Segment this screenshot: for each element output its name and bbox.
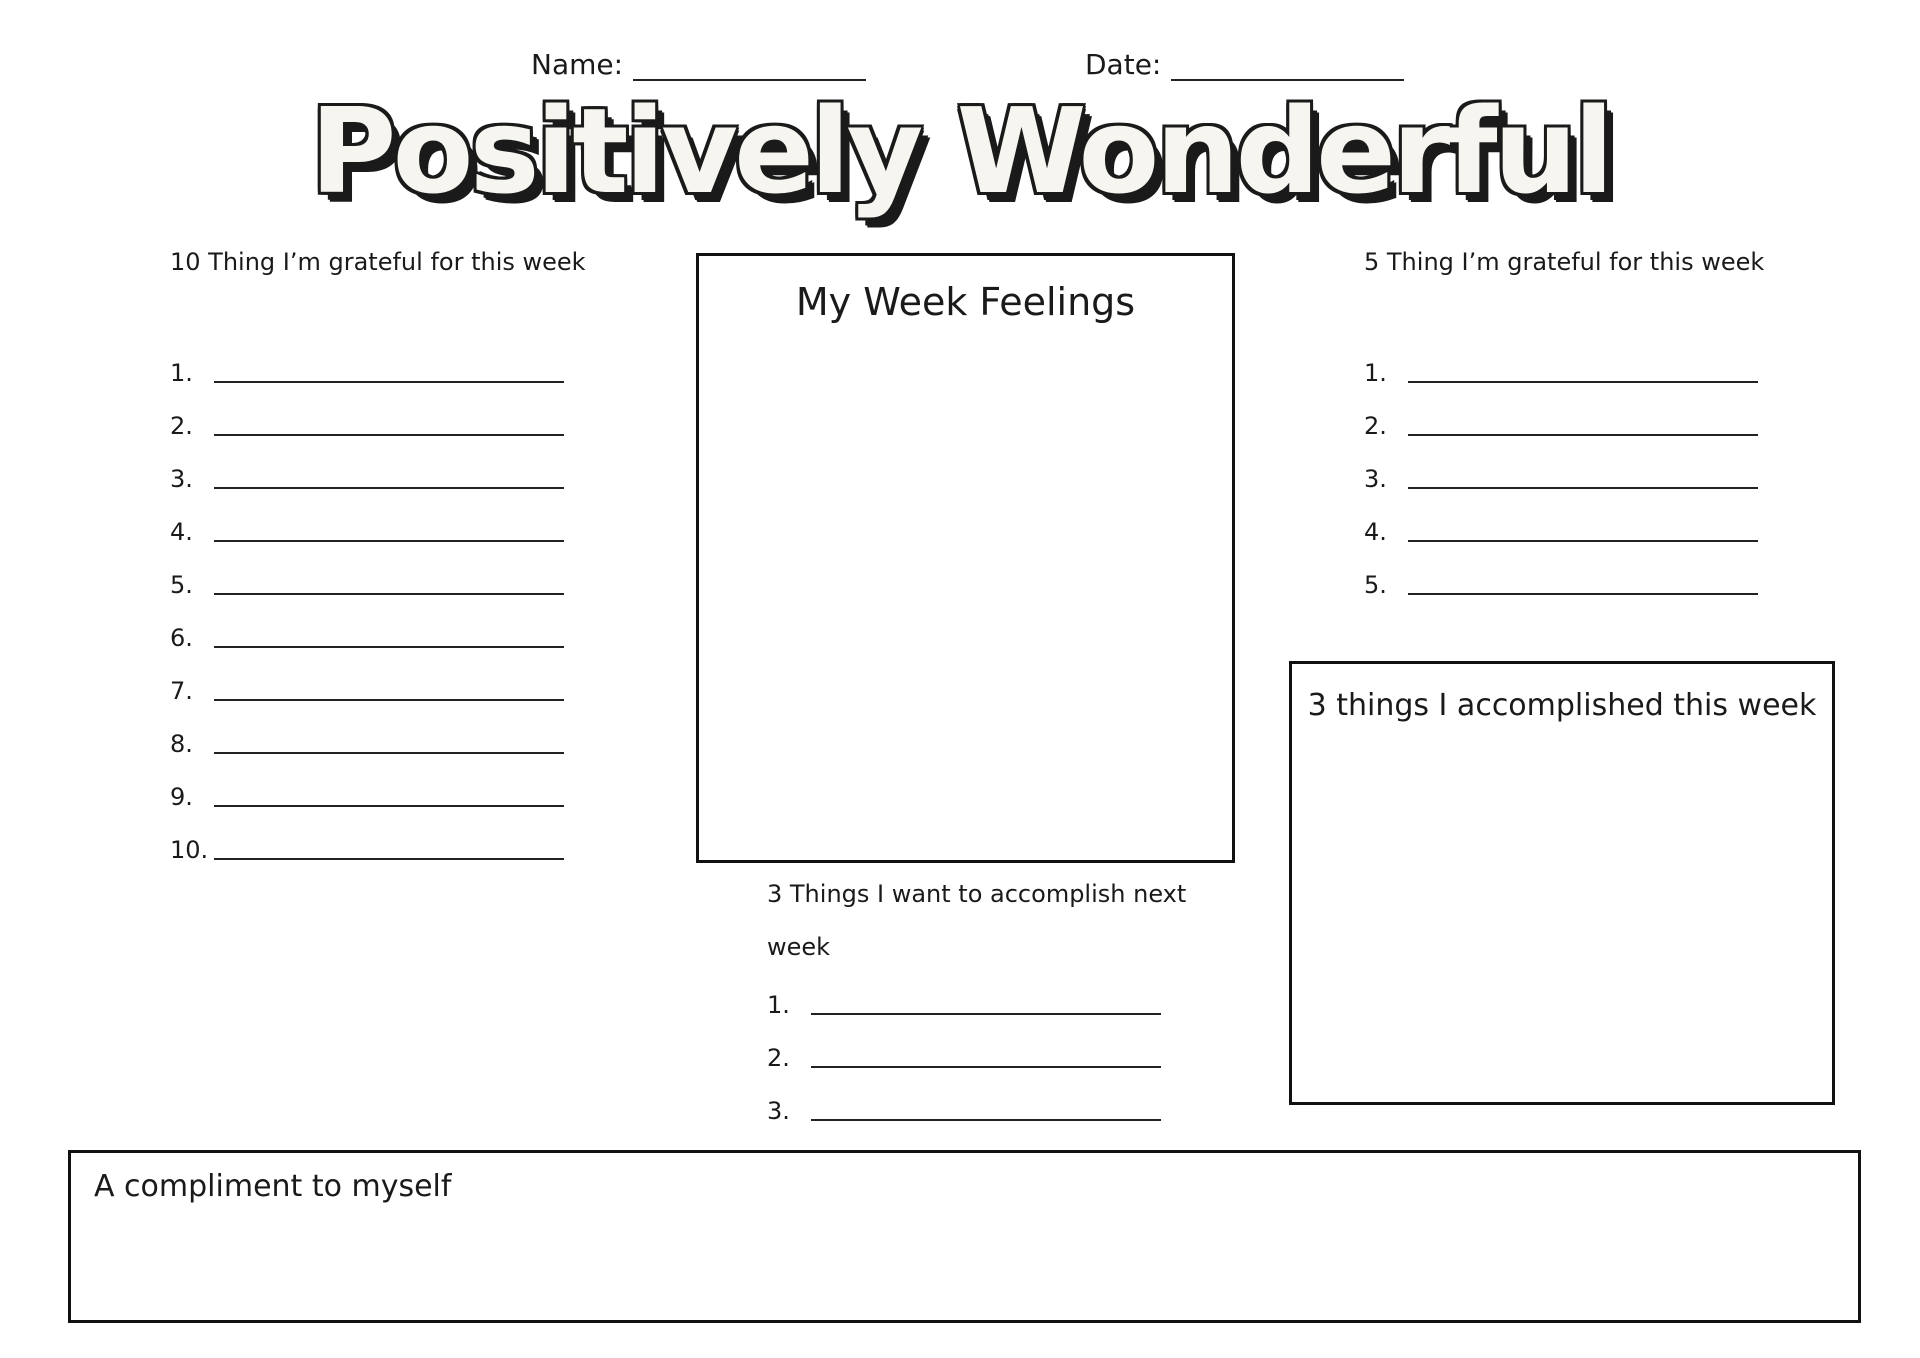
list-item <box>170 493 564 546</box>
list-item <box>170 599 564 652</box>
list-item-number: 4. <box>1364 518 1387 546</box>
list-item <box>170 652 564 705</box>
list-item <box>170 705 564 758</box>
list-item-number: 1. <box>767 991 790 1019</box>
list-item <box>170 334 564 387</box>
list-item-blank-line[interactable] <box>811 1012 1161 1015</box>
list-item-blank-line[interactable] <box>1408 539 1758 542</box>
list-item-blank-line[interactable] <box>1408 486 1758 489</box>
week-feelings-box[interactable] <box>696 253 1235 863</box>
list-item-blank-line[interactable] <box>214 486 564 489</box>
list-item-blank-line[interactable] <box>214 539 564 542</box>
compliment-title: A compliment to myself <box>94 1169 452 1204</box>
right-gratitude-list <box>1364 334 1758 599</box>
list-item-number: 2. <box>170 412 193 440</box>
list-item-number: 7. <box>170 677 193 705</box>
accomplished-box[interactable] <box>1289 661 1835 1105</box>
list-item <box>767 1019 1161 1072</box>
name-label: Name: <box>531 48 624 81</box>
list-item <box>1364 493 1758 546</box>
list-item-blank-line[interactable] <box>1408 592 1758 595</box>
list-item <box>767 966 1161 1019</box>
list-item-number: 3. <box>1364 465 1387 493</box>
list-item-number: 1. <box>1364 359 1387 387</box>
page-title: Positively Wonderful <box>310 82 1610 220</box>
date-label: Date: <box>1085 48 1162 81</box>
name-blank-line[interactable] <box>633 49 866 81</box>
list-item <box>170 758 564 811</box>
list-item-blank-line[interactable] <box>811 1065 1161 1068</box>
list-item <box>1364 334 1758 387</box>
right-list-title: 5 Thing I’m grateful for this week <box>1364 248 1765 276</box>
list-item-blank-line[interactable] <box>1408 380 1758 383</box>
list-item <box>767 1072 1161 1125</box>
list-item-number: 1. <box>170 359 193 387</box>
list-item-number: 10. <box>170 836 209 864</box>
list-item-number: 8. <box>170 730 193 758</box>
next-week-title-line2: week <box>767 933 831 961</box>
list-item-blank-line[interactable] <box>214 698 564 701</box>
list-item <box>1364 387 1758 440</box>
name-field[interactable] <box>531 48 866 81</box>
accomplished-title: 3 things I accomplished this week <box>1307 688 1817 723</box>
week-feelings-title: My Week Feelings <box>795 280 1136 324</box>
list-item-blank-line[interactable] <box>214 645 564 648</box>
list-item-number: 2. <box>1364 412 1387 440</box>
left-list-title: 10 Thing I’m grateful for this week <box>170 248 586 276</box>
list-item-blank-line[interactable] <box>214 592 564 595</box>
list-item-blank-line[interactable] <box>214 380 564 383</box>
date-field[interactable] <box>1085 48 1404 81</box>
list-item-number: 3. <box>767 1097 790 1125</box>
list-item-number: 9. <box>170 783 193 811</box>
list-item <box>1364 440 1758 493</box>
compliment-box[interactable] <box>68 1150 1861 1323</box>
list-item-blank-line[interactable] <box>811 1118 1161 1121</box>
list-item <box>170 440 564 493</box>
next-week-title-line1: 3 Things I want to accomplish next <box>767 880 1187 908</box>
list-item-number: 4. <box>170 518 193 546</box>
list-item-number: 5. <box>1364 571 1387 599</box>
list-item-blank-line[interactable] <box>214 433 564 436</box>
list-item-number: 5. <box>170 571 193 599</box>
list-item-number: 2. <box>767 1044 790 1072</box>
list-item-blank-line[interactable] <box>214 804 564 807</box>
next-week-list <box>767 966 1161 1125</box>
list-item <box>170 387 564 440</box>
list-item <box>170 546 564 599</box>
list-item-blank-line[interactable] <box>214 857 564 860</box>
list-item <box>170 811 564 864</box>
left-gratitude-list <box>170 334 564 864</box>
list-item-number: 6. <box>170 624 193 652</box>
date-blank-line[interactable] <box>1171 49 1404 81</box>
list-item-number: 3. <box>170 465 193 493</box>
list-item-blank-line[interactable] <box>1408 433 1758 436</box>
list-item-blank-line[interactable] <box>214 751 564 754</box>
list-item <box>1364 546 1758 599</box>
